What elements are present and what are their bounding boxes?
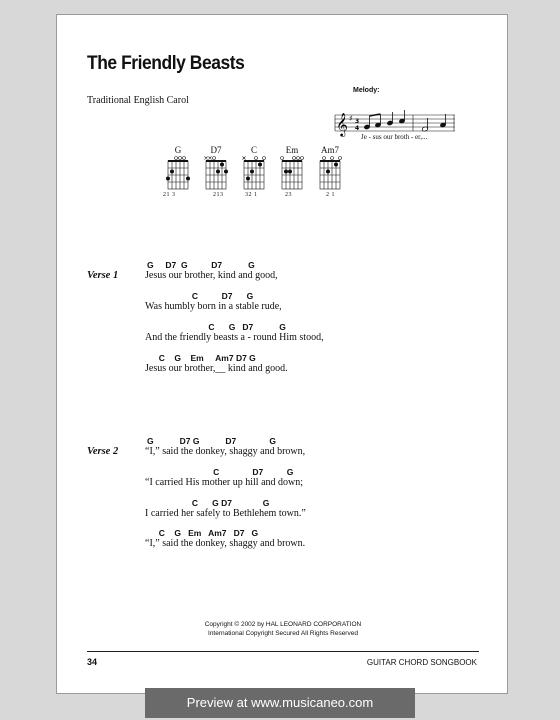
chord-name: Am7 xyxy=(321,145,339,155)
time-signature-bottom: 4 xyxy=(355,125,360,132)
chord-line: C G Em Am7 D7 G xyxy=(147,353,256,363)
chord-line: C D7 G xyxy=(147,467,294,477)
treble-clef-icon: 𝄞 xyxy=(336,112,348,136)
chord-name: G xyxy=(174,145,182,155)
chord-line: G D7 G D7 G xyxy=(147,260,255,270)
footer-divider xyxy=(87,651,479,652)
chord-line: G D7 G D7 G xyxy=(147,436,276,446)
chord-fingering: 23 xyxy=(285,192,292,198)
book-title: GUITAR CHORD SONGBOOK xyxy=(366,658,477,667)
verse-label: Verse 1 xyxy=(87,270,119,281)
copyright-line: International Copyright Secured All Rights Reserved xyxy=(208,630,358,637)
lyric-line: “I carried His mother up hill and down; xyxy=(145,477,304,488)
chord-diagram-row xyxy=(163,145,383,205)
lyric-line: And the friendly beasts a - round Him stood, xyxy=(145,332,324,343)
chord-name: D7 xyxy=(210,145,222,155)
chord-grid-icon xyxy=(239,155,269,195)
chord-grid-icon xyxy=(315,155,345,195)
melody-label: Melody: xyxy=(353,87,380,94)
lyric-line: “I,” said the donkey, shaggy and brown, xyxy=(145,446,306,457)
sharp-icon: ♯ xyxy=(349,114,353,123)
chord-diagram-am7 xyxy=(315,145,345,201)
song-subtitle: Traditional English Carol xyxy=(87,95,189,106)
lyric-line: Was humbly born in a stable rude, xyxy=(145,301,282,312)
chord-grid-icon xyxy=(163,155,193,195)
chord-fingering: 2 1 xyxy=(326,192,335,198)
chord-fingering: 213 xyxy=(213,192,224,198)
chord-grid-icon xyxy=(277,155,307,195)
chord-diagram-g xyxy=(163,145,193,201)
chord-line: C G D7 G xyxy=(147,322,286,332)
lyric-line: Jesus our brother,__ kind and good. xyxy=(145,363,288,374)
melody-lyric: Je - sus our broth - er,... xyxy=(361,133,428,141)
copyright-notice xyxy=(57,620,509,638)
melody-notes xyxy=(364,110,446,132)
chord-fingering: 21 3 xyxy=(163,192,176,198)
lyric-line: “I,” said the donkey, shaggy and brown. xyxy=(145,538,306,549)
melody-snippet xyxy=(327,83,457,145)
chord-line: C G Em Am7 D7 G xyxy=(147,528,259,538)
chord-grid-icon xyxy=(201,155,231,195)
lyric-line: I carried her safely to Bethlehem town.” xyxy=(145,508,306,519)
chord-diagram-d7 xyxy=(201,145,231,201)
chord-diagram-c xyxy=(239,145,269,201)
chord-fingering: 32 1 xyxy=(245,192,258,198)
verse-label: Verse 2 xyxy=(87,446,119,457)
chord-line: C G D7 G xyxy=(147,498,270,508)
sheet-music-page xyxy=(56,14,508,694)
chord-name: Em xyxy=(285,145,299,155)
time-signature-top: 3 xyxy=(355,118,360,125)
chord-line: C D7 G xyxy=(147,291,254,301)
page-number: 34 xyxy=(87,657,98,667)
copyright-line: Copyright © 2002 by HAL LEONARD CORPORATION xyxy=(204,621,362,628)
song-title: The Friendly Beasts xyxy=(87,53,245,74)
chord-name: C xyxy=(250,145,257,155)
chord-diagram-em xyxy=(277,145,307,201)
preview-banner[interactable]: Preview at www.musicaneo.com xyxy=(145,688,415,718)
lyric-line: Jesus our brother, kind and good, xyxy=(145,270,278,281)
